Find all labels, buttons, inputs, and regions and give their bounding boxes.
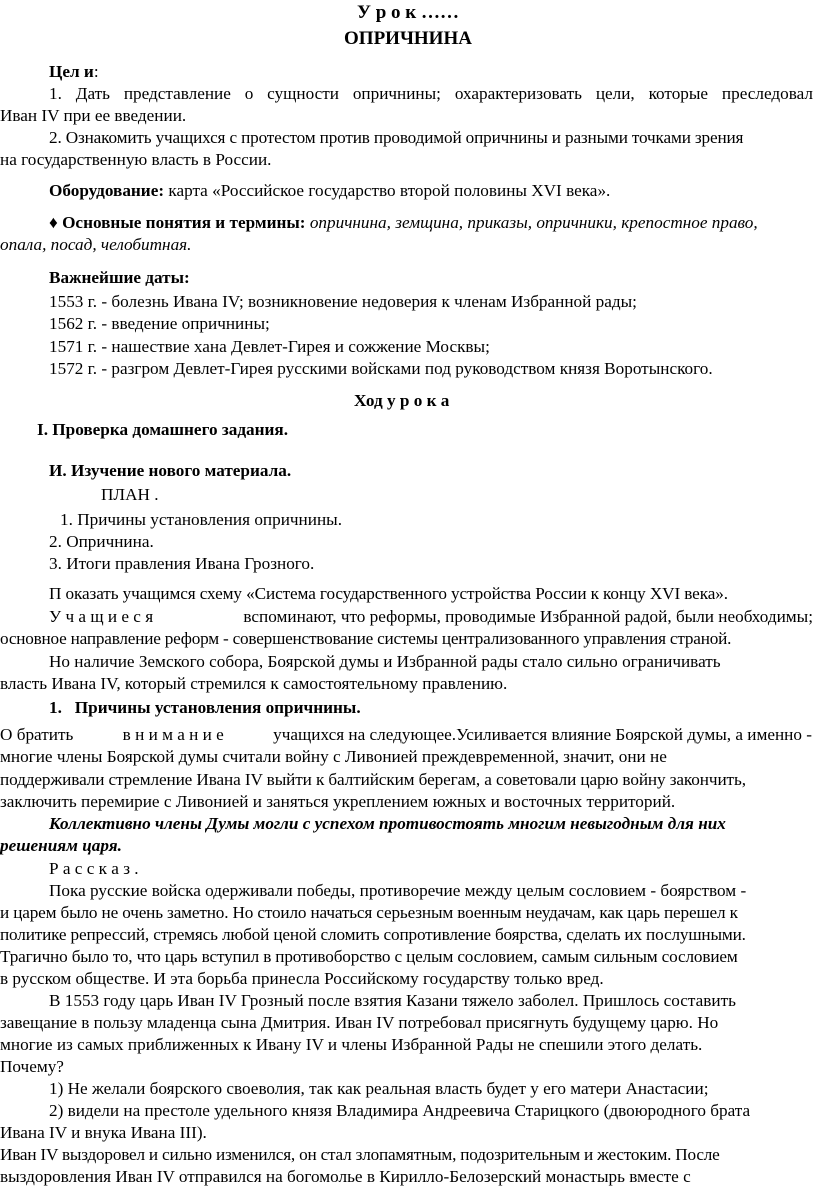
plan-item-1: 1. Причины установления опричнины. <box>60 510 342 529</box>
section-1-heading: 1. Причины установления опричнины. <box>49 698 361 717</box>
students-spaced: У ч а щ и е с я <box>49 607 154 626</box>
body-line-05: власть Ивана IV, который стремился к самостоятельному правлению. <box>0 674 508 693</box>
goals-colon: : <box>93 62 99 81</box>
date-item-4: 1572 г. - разгром Девлет-Гирея русскими войсками под руководством князя Воротынского. <box>49 359 713 378</box>
body-line-03: основное направление реформ - совершенствование системы централизованного управления страной. <box>0 629 732 648</box>
word: 1. <box>49 84 62 103</box>
lesson-number: У р о к …… <box>357 2 459 23</box>
word: Дать <box>75 84 110 103</box>
body-line-16: Трагично было то, что царь вступил в противоборство с целым сословием, самым сильным сословием <box>0 947 738 966</box>
plan-item-3: 3. Итоги правления Ивана Грозного. <box>49 554 315 573</box>
goals-heading <box>49 61 809 84</box>
concepts-terms-1: опричнина, земщина, приказы, опричники, крепостное право, <box>305 213 758 232</box>
goal-2-line-1: 2. Ознакомить учащихся с протестом против проводимой опричнины и разными точками зрения <box>49 128 744 147</box>
body-line-04: Но наличие Земского собора, Боярской думы и Избранной рады стало сильно ограничивать <box>49 652 721 671</box>
body-line-09: заключить перемирие с Ливонией и заняться укреплением южных и восточных территорий. <box>0 792 676 811</box>
body-line-24: Ивана IV и внука Ивана III). <box>0 1123 207 1142</box>
body-line-20: многие из самых приближенных к Ивану IV и члены Избранной Рады не спешили этого делать. <box>0 1035 703 1054</box>
body-line-25: Иван IV выздоровел и сильно изменился, он стал злопамятным, подозрительным и жестоким. После <box>0 1145 720 1164</box>
word: опричнины; <box>352 84 441 103</box>
plan-label: ПЛАН . <box>101 485 159 504</box>
word: охарактеризовать <box>454 84 582 103</box>
body-line-07: многие члены Боярской думы считали войну с Ливонией преждевременной, значит, они не <box>0 747 667 766</box>
attention-spaced: в н и м а н и е <box>122 725 224 744</box>
date-item-2: 1562 г. - введение опричнины; <box>49 314 270 333</box>
section-homework-check: I. Проверка домашнего задания. <box>37 420 289 439</box>
body-line-13: Пока русские войска одерживали победы, противоречие между целым сословием - боярством - <box>49 881 747 900</box>
body-line-22: 1) Не желали боярского своеволия, так как реальная власть будет у его матери Анастасии; <box>49 1079 709 1098</box>
date-item-1: 1553 г. - болезнь Ивана IV; возникновение недоверия к членам Избранной рады; <box>49 292 637 311</box>
plan-item-2: 2. Опричнина. <box>49 532 154 551</box>
word: представление <box>123 84 231 103</box>
body-line-17: в русском обществе. И эта борьба принесла Российскому государству только вред. <box>0 969 604 988</box>
page-title: ОПРИЧНИНА <box>344 28 472 49</box>
body-line-02-rest: вспоминают, что реформы, проводимые Избранной радой, были необходимы; <box>243 607 813 626</box>
body-line-14: и царем было не очень заметно. Но стоило начаться серьезным военным неудачам, как царь перешел к <box>0 903 738 922</box>
section-new-material: И. Изучение нового материала. <box>49 461 292 480</box>
body-line-06-start: О братить <box>0 725 74 744</box>
body-line-26: выздоровления Иван IV отправился на богомолье в Кирилло-Белозерский монастырь вместе с <box>0 1167 691 1186</box>
goal-1-line-2: Иван IV при ее введении. <box>0 106 187 125</box>
lesson-flow-heading: Ход у р о к а <box>354 391 450 410</box>
goal-2-line-2: на государственную власть в России. <box>0 150 272 169</box>
body-line-19: завещание в пользу младенца сына Дмитрия. Иван IV потребовал присягнуть будущему царю. Но <box>0 1013 719 1032</box>
body-line-11: решениям царя. <box>0 836 122 855</box>
equipment-label: Оборудование: <box>49 181 165 200</box>
word: преследовал <box>721 84 813 103</box>
body-line-10: Коллективно члены Думы могли с успехом противостоять многим невыгодным для них <box>49 814 726 833</box>
word: о <box>244 84 254 103</box>
equipment-text: карта «Российское государство второй половины XVI века». <box>164 181 611 200</box>
body-line-21: Почему? <box>0 1057 64 1076</box>
word: которые <box>648 84 709 103</box>
word: сущности <box>267 84 339 103</box>
goals-label: Цел и <box>49 62 94 81</box>
date-item-3: 1571 г. - нашествие хана Девлет-Гирея и сожжение Москвы; <box>49 337 490 356</box>
word: цели, <box>595 84 635 103</box>
concepts-label: ♦ Основные понятия и термины: <box>49 213 306 232</box>
concepts-line-1 <box>49 212 813 235</box>
concepts-terms-2: опала, посад, челобитная. <box>0 235 192 254</box>
goal-1-line-1 <box>49 83 813 106</box>
body-line-15: политике репрессий, стремясь любой ценой сломить сопротивление боярства, сделать их послушными. <box>0 925 746 944</box>
body-line-06 <box>0 724 812 747</box>
dates-heading: Важнейшие даты: <box>49 268 190 287</box>
body-line-01: П оказать учащимся схему «Система государственного устройства России к концу XVI века». <box>49 584 728 603</box>
body-line-02 <box>49 606 813 629</box>
body-line-08: поддерживали стремление Ивана IV выйти к балтийским берегам, а советовали царю войну закончить, <box>0 770 746 789</box>
equipment-line <box>49 180 809 203</box>
body-line-06-rest: учащихся на следующее.Усиливается влияние Боярской думы, а именно - <box>273 725 812 744</box>
body-line-18: В 1553 году царь Иван IV Грозный после взятия Казани тяжело заболел. Пришлось составить <box>49 991 736 1010</box>
story-label: Р а с с к а з . <box>49 859 139 878</box>
body-line-23: 2) видели на престоле удельного князя Владимира Андреевича Старицкого (двоюродного брата <box>49 1101 751 1120</box>
